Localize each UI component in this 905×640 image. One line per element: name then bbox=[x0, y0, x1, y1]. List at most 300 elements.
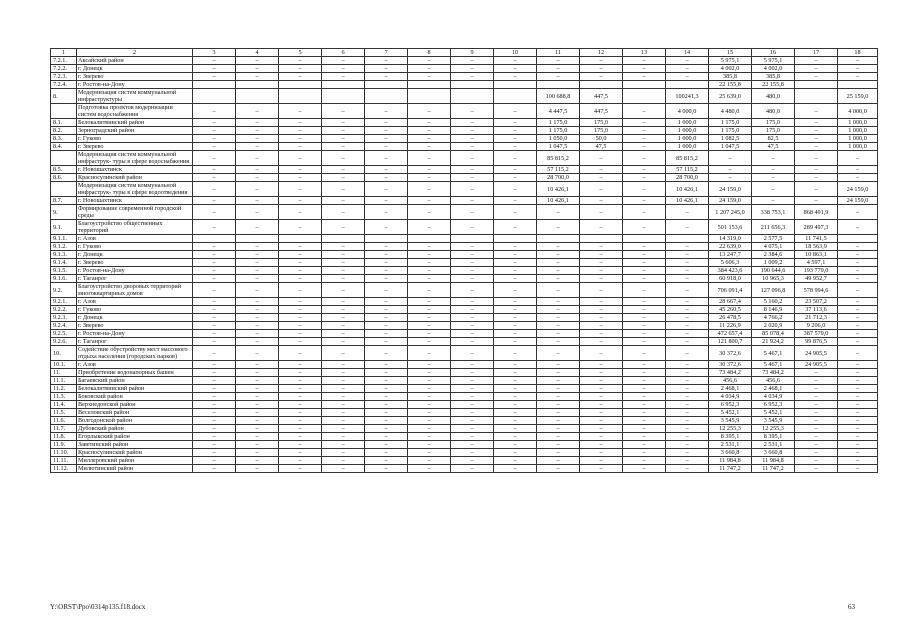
value-cell: – bbox=[666, 205, 709, 220]
value-cell: – bbox=[623, 449, 666, 457]
value-cell: – bbox=[236, 346, 279, 361]
value-cell: – bbox=[623, 283, 666, 298]
value-cell: – bbox=[451, 275, 494, 283]
value-cell: – bbox=[494, 73, 537, 81]
value-cell: 18 563,9 bbox=[795, 243, 838, 251]
value-cell: – bbox=[623, 385, 666, 393]
value-cell: – bbox=[365, 205, 408, 220]
value-cell: – bbox=[451, 73, 494, 81]
value-cell bbox=[451, 235, 494, 243]
value-cell: – bbox=[838, 259, 878, 267]
value-cell: – bbox=[580, 338, 623, 346]
value-cell bbox=[365, 81, 408, 89]
row-name-cell: г. Зверево bbox=[77, 259, 193, 267]
value-cell: – bbox=[365, 243, 408, 251]
row-name-cell: г. Новошахтинск bbox=[77, 197, 193, 205]
value-cell: – bbox=[494, 174, 537, 182]
value-cell: – bbox=[838, 166, 878, 174]
value-cell: 289 497,3 bbox=[795, 220, 838, 235]
value-cell: – bbox=[365, 449, 408, 457]
value-cell: – bbox=[322, 174, 365, 182]
value-cell: 4 002,0 bbox=[752, 65, 795, 73]
value-cell: – bbox=[451, 143, 494, 151]
value-cell: – bbox=[795, 449, 838, 457]
value-cell: – bbox=[537, 441, 580, 449]
value-cell: – bbox=[666, 267, 709, 275]
value-cell: 47,5 bbox=[580, 143, 623, 151]
value-cell: – bbox=[451, 182, 494, 197]
value-cell: – bbox=[838, 369, 878, 377]
table-row bbox=[51, 369, 878, 377]
value-cell: – bbox=[494, 377, 537, 385]
value-cell: – bbox=[365, 401, 408, 409]
value-cell: – bbox=[537, 275, 580, 283]
table-row bbox=[51, 57, 878, 65]
header-row bbox=[51, 49, 878, 57]
row-number-cell: 8.2. bbox=[51, 127, 77, 135]
value-cell: – bbox=[451, 393, 494, 401]
row-number-cell bbox=[51, 151, 77, 166]
value-cell: 501 153,6 bbox=[709, 220, 752, 235]
value-cell: – bbox=[451, 251, 494, 259]
value-cell: 3 660,8 bbox=[752, 449, 795, 457]
row-number-cell: 9.1.2. bbox=[51, 243, 77, 251]
value-cell: – bbox=[623, 425, 666, 433]
value-cell bbox=[322, 81, 365, 89]
value-cell bbox=[236, 81, 279, 89]
value-cell: – bbox=[365, 104, 408, 119]
table-row bbox=[51, 338, 878, 346]
value-cell bbox=[408, 235, 451, 243]
value-cell: – bbox=[795, 377, 838, 385]
value-cell: 24 159,0 bbox=[709, 182, 752, 197]
value-cell: 57 115,2 bbox=[666, 166, 709, 174]
value-cell: – bbox=[580, 57, 623, 65]
value-cell: 1 000,0 bbox=[838, 119, 878, 127]
value-cell: – bbox=[193, 401, 236, 409]
value-cell: 6 952,3 bbox=[752, 401, 795, 409]
value-cell: – bbox=[279, 283, 322, 298]
value-cell: 28 700,0 bbox=[537, 174, 580, 182]
value-cell: 1 047,5 bbox=[709, 143, 752, 151]
header-cell: 15 bbox=[709, 49, 752, 57]
value-cell: – bbox=[408, 346, 451, 361]
value-cell: – bbox=[623, 243, 666, 251]
value-cell: – bbox=[580, 409, 623, 417]
value-cell: 85 815,2 bbox=[537, 151, 580, 166]
value-cell: 1 000,0 bbox=[666, 119, 709, 127]
value-cell: – bbox=[494, 393, 537, 401]
row-number-cell: 11.7. bbox=[51, 425, 77, 433]
table-row bbox=[51, 465, 878, 473]
row-number-cell: 8.6. bbox=[51, 174, 77, 182]
value-cell: 1 000,0 bbox=[666, 143, 709, 151]
value-cell: – bbox=[838, 385, 878, 393]
value-cell: – bbox=[279, 174, 322, 182]
row-name-cell: г. Гуково bbox=[77, 135, 193, 143]
value-cell: – bbox=[580, 220, 623, 235]
value-cell: 2 577,5 bbox=[752, 235, 795, 243]
value-cell: – bbox=[193, 441, 236, 449]
value-cell: 5 160,2 bbox=[752, 298, 795, 306]
value-cell: – bbox=[322, 346, 365, 361]
value-cell: – bbox=[666, 322, 709, 330]
header-cell: 6 bbox=[322, 49, 365, 57]
value-cell: – bbox=[537, 377, 580, 385]
value-cell: – bbox=[365, 135, 408, 143]
value-cell: 1 050,0 bbox=[537, 135, 580, 143]
row-name-cell: г. Азов bbox=[77, 235, 193, 243]
value-cell: – bbox=[279, 330, 322, 338]
value-cell: – bbox=[365, 283, 408, 298]
value-cell: – bbox=[365, 441, 408, 449]
header-cell: 2 bbox=[77, 49, 193, 57]
value-cell: – bbox=[279, 322, 322, 330]
value-cell: – bbox=[838, 306, 878, 314]
row-name-cell: г. Таганрог bbox=[77, 275, 193, 283]
value-cell: – bbox=[193, 259, 236, 267]
value-cell: – bbox=[494, 151, 537, 166]
value-cell: – bbox=[623, 322, 666, 330]
header-cell: 9 bbox=[451, 49, 494, 57]
row-name-cell: Красносулинский район bbox=[77, 449, 193, 457]
value-cell: – bbox=[666, 377, 709, 385]
row-number-cell: 9.2.5. bbox=[51, 330, 77, 338]
value-cell: – bbox=[365, 197, 408, 205]
value-cell: – bbox=[236, 174, 279, 182]
value-cell: 100 688,8 bbox=[537, 89, 580, 104]
value-cell: – bbox=[537, 338, 580, 346]
value-cell: – bbox=[408, 220, 451, 235]
value-cell: – bbox=[537, 361, 580, 369]
value-cell: – bbox=[279, 457, 322, 465]
table-row bbox=[51, 306, 878, 314]
header-cell: 10 bbox=[494, 49, 537, 57]
value-cell: – bbox=[408, 73, 451, 81]
value-cell: – bbox=[322, 182, 365, 197]
value-cell: – bbox=[623, 104, 666, 119]
value-cell bbox=[193, 81, 236, 89]
header-cell: 3 bbox=[193, 49, 236, 57]
value-cell: – bbox=[451, 441, 494, 449]
table-row bbox=[51, 243, 878, 251]
table-row bbox=[51, 385, 878, 393]
value-cell: – bbox=[193, 65, 236, 73]
value-cell: 175,0 bbox=[580, 127, 623, 135]
value-cell: – bbox=[795, 425, 838, 433]
row-name-cell: г. Ростов-на-Дону bbox=[77, 81, 193, 89]
value-cell: – bbox=[279, 338, 322, 346]
value-cell: – bbox=[494, 457, 537, 465]
value-cell: – bbox=[623, 73, 666, 81]
value-cell: – bbox=[580, 174, 623, 182]
value-cell: – bbox=[537, 57, 580, 65]
value-cell: 10 965,3 bbox=[752, 275, 795, 283]
value-cell: – bbox=[279, 197, 322, 205]
value-cell: 100241,3 bbox=[666, 89, 709, 104]
value-cell: – bbox=[322, 104, 365, 119]
value-cell: – bbox=[279, 267, 322, 275]
row-name-cell: Боковский район bbox=[77, 393, 193, 401]
value-cell: – bbox=[236, 267, 279, 275]
value-cell: – bbox=[580, 330, 623, 338]
value-cell: 385,8 bbox=[709, 73, 752, 81]
value-cell: – bbox=[494, 127, 537, 135]
value-cell: – bbox=[752, 166, 795, 174]
value-cell: – bbox=[365, 57, 408, 65]
value-cell: – bbox=[666, 298, 709, 306]
value-cell: 24 159,0 bbox=[838, 182, 878, 197]
value-cell: – bbox=[322, 205, 365, 220]
value-cell: – bbox=[666, 417, 709, 425]
value-cell: – bbox=[537, 283, 580, 298]
value-cell bbox=[666, 235, 709, 243]
value-cell: – bbox=[365, 361, 408, 369]
value-cell: – bbox=[236, 65, 279, 73]
value-cell: 4 766,2 bbox=[752, 314, 795, 322]
value-cell: – bbox=[666, 441, 709, 449]
table-row bbox=[51, 89, 878, 104]
value-cell: – bbox=[236, 425, 279, 433]
value-cell: – bbox=[623, 298, 666, 306]
table-row bbox=[51, 417, 878, 425]
value-cell: – bbox=[623, 259, 666, 267]
value-cell: – bbox=[193, 377, 236, 385]
value-cell: – bbox=[494, 251, 537, 259]
value-cell: 4 447,5 bbox=[537, 104, 580, 119]
value-cell: – bbox=[623, 267, 666, 275]
value-cell: – bbox=[322, 457, 365, 465]
value-cell: – bbox=[365, 306, 408, 314]
value-cell: – bbox=[451, 346, 494, 361]
value-cell: 5 606,3 bbox=[709, 259, 752, 267]
value-cell: – bbox=[193, 135, 236, 143]
value-cell: – bbox=[451, 267, 494, 275]
value-cell: – bbox=[666, 220, 709, 235]
value-cell: – bbox=[666, 369, 709, 377]
row-name-cell: Красносулинский район bbox=[77, 174, 193, 182]
value-cell: – bbox=[666, 393, 709, 401]
header-cell: 8 bbox=[408, 49, 451, 57]
value-cell: – bbox=[408, 441, 451, 449]
value-cell: – bbox=[236, 409, 279, 417]
value-cell: – bbox=[279, 166, 322, 174]
value-cell: – bbox=[623, 457, 666, 465]
value-cell: – bbox=[451, 127, 494, 135]
value-cell: – bbox=[365, 143, 408, 151]
value-cell: – bbox=[623, 401, 666, 409]
value-cell: – bbox=[795, 369, 838, 377]
value-cell: 99 876,5 bbox=[795, 338, 838, 346]
value-cell: – bbox=[408, 338, 451, 346]
value-cell: 45 260,5 bbox=[709, 306, 752, 314]
value-cell: – bbox=[408, 65, 451, 73]
value-cell: – bbox=[666, 425, 709, 433]
value-cell: – bbox=[666, 283, 709, 298]
value-cell: 868 491,9 bbox=[795, 205, 838, 220]
row-name-cell: г. Зверево bbox=[77, 73, 193, 81]
value-cell: – bbox=[537, 73, 580, 81]
value-cell: 47,5 bbox=[752, 143, 795, 151]
value-cell: – bbox=[279, 369, 322, 377]
value-cell: – bbox=[623, 275, 666, 283]
value-cell: – bbox=[322, 143, 365, 151]
header-cell: 16 bbox=[752, 49, 795, 57]
value-cell: – bbox=[193, 119, 236, 127]
value-cell: 10 863,1 bbox=[795, 251, 838, 259]
value-cell: – bbox=[322, 409, 365, 417]
row-number-cell bbox=[51, 104, 77, 119]
value-cell: – bbox=[279, 119, 322, 127]
value-cell: 30 372,6 bbox=[709, 346, 752, 361]
value-cell: 10 426,1 bbox=[666, 182, 709, 197]
table-row bbox=[51, 377, 878, 385]
value-cell bbox=[279, 235, 322, 243]
value-cell: – bbox=[408, 57, 451, 65]
value-cell: – bbox=[193, 166, 236, 174]
value-cell: – bbox=[193, 275, 236, 283]
table-row bbox=[51, 393, 878, 401]
row-name-cell: г. Гуково bbox=[77, 306, 193, 314]
value-cell: – bbox=[537, 457, 580, 465]
value-cell: – bbox=[795, 104, 838, 119]
value-cell bbox=[408, 81, 451, 89]
header-cell: 12 bbox=[580, 49, 623, 57]
value-cell: – bbox=[408, 409, 451, 417]
value-cell: – bbox=[408, 251, 451, 259]
value-cell: – bbox=[494, 322, 537, 330]
value-cell: – bbox=[193, 283, 236, 298]
value-cell: – bbox=[838, 346, 878, 361]
value-cell: – bbox=[279, 143, 322, 151]
value-cell: – bbox=[408, 127, 451, 135]
value-cell: 9 206,0 bbox=[795, 322, 838, 330]
value-cell: – bbox=[623, 143, 666, 151]
value-cell: – bbox=[494, 166, 537, 174]
value-cell: – bbox=[236, 197, 279, 205]
value-cell: – bbox=[322, 73, 365, 81]
value-cell: – bbox=[666, 73, 709, 81]
value-cell: 4 034,9 bbox=[752, 393, 795, 401]
value-cell: – bbox=[537, 449, 580, 457]
value-cell: – bbox=[838, 298, 878, 306]
value-cell: – bbox=[623, 330, 666, 338]
value-cell: 8 395,1 bbox=[752, 433, 795, 441]
value-cell: – bbox=[193, 322, 236, 330]
value-cell: – bbox=[623, 65, 666, 73]
value-cell: – bbox=[752, 174, 795, 182]
table-row bbox=[51, 259, 878, 267]
value-cell: – bbox=[408, 298, 451, 306]
header-cell: 13 bbox=[623, 49, 666, 57]
value-cell: 5 452,1 bbox=[752, 409, 795, 417]
value-cell: – bbox=[580, 298, 623, 306]
value-cell: – bbox=[365, 338, 408, 346]
value-cell: – bbox=[666, 401, 709, 409]
value-cell: – bbox=[451, 361, 494, 369]
row-number-cell: 10. bbox=[51, 346, 77, 361]
value-cell: – bbox=[838, 57, 878, 65]
value-cell: – bbox=[795, 143, 838, 151]
row-number-cell: 9.1.1. bbox=[51, 235, 77, 243]
value-cell: – bbox=[666, 65, 709, 73]
value-cell: – bbox=[322, 401, 365, 409]
table-row bbox=[51, 166, 878, 174]
value-cell: – bbox=[666, 275, 709, 283]
value-cell: – bbox=[580, 267, 623, 275]
row-name-cell: г. Азов bbox=[77, 298, 193, 306]
row-name-cell: Багаевский район bbox=[77, 377, 193, 385]
value-cell: 3 545,9 bbox=[709, 417, 752, 425]
value-cell: – bbox=[279, 377, 322, 385]
row-number-cell bbox=[51, 182, 77, 197]
value-cell: – bbox=[537, 205, 580, 220]
value-cell: – bbox=[537, 259, 580, 267]
value-cell: – bbox=[666, 361, 709, 369]
value-cell: – bbox=[408, 369, 451, 377]
value-cell: – bbox=[494, 449, 537, 457]
value-cell: – bbox=[451, 433, 494, 441]
row-number-cell: 11.3. bbox=[51, 393, 77, 401]
value-cell: 12 255,3 bbox=[709, 425, 752, 433]
row-name-cell: Веселовский район bbox=[77, 409, 193, 417]
value-cell: – bbox=[752, 197, 795, 205]
value-cell: – bbox=[322, 361, 365, 369]
value-cell: – bbox=[365, 182, 408, 197]
row-number-cell: 11.11. bbox=[51, 457, 77, 465]
row-name-cell: Приобретение водонапорных башен bbox=[77, 369, 193, 377]
value-cell: – bbox=[709, 151, 752, 166]
value-cell: – bbox=[580, 275, 623, 283]
value-cell: – bbox=[838, 275, 878, 283]
row-name-cell: г. Донецк bbox=[77, 251, 193, 259]
value-cell: – bbox=[451, 283, 494, 298]
value-cell: 1 175,0 bbox=[537, 127, 580, 135]
value-cell: – bbox=[193, 251, 236, 259]
value-cell: – bbox=[838, 330, 878, 338]
value-cell: – bbox=[537, 220, 580, 235]
value-cell: – bbox=[408, 377, 451, 385]
table-row bbox=[51, 441, 878, 449]
value-cell: – bbox=[795, 182, 838, 197]
value-cell bbox=[494, 235, 537, 243]
value-cell: – bbox=[752, 151, 795, 166]
value-cell: 11 747,2 bbox=[709, 465, 752, 473]
value-cell: – bbox=[451, 417, 494, 425]
row-name-cell: г. Таганрог bbox=[77, 338, 193, 346]
value-cell: – bbox=[666, 259, 709, 267]
header-cell: 14 bbox=[666, 49, 709, 57]
value-cell: – bbox=[322, 338, 365, 346]
value-cell: – bbox=[623, 338, 666, 346]
row-number-cell: 9.1.5. bbox=[51, 267, 77, 275]
value-cell: – bbox=[408, 275, 451, 283]
value-cell: – bbox=[451, 314, 494, 322]
value-cell: 6 952,3 bbox=[709, 401, 752, 409]
value-cell: – bbox=[494, 119, 537, 127]
value-cell: – bbox=[408, 243, 451, 251]
row-name-cell: г. Ростов-на-Дону bbox=[77, 330, 193, 338]
table-row bbox=[51, 275, 878, 283]
value-cell: – bbox=[193, 346, 236, 361]
row-number-cell: 9.1.6. bbox=[51, 275, 77, 283]
value-cell: – bbox=[408, 457, 451, 465]
value-cell: – bbox=[666, 433, 709, 441]
table-row bbox=[51, 81, 878, 89]
header-cell: 18 bbox=[838, 49, 878, 57]
value-cell: – bbox=[193, 393, 236, 401]
value-cell: – bbox=[193, 385, 236, 393]
